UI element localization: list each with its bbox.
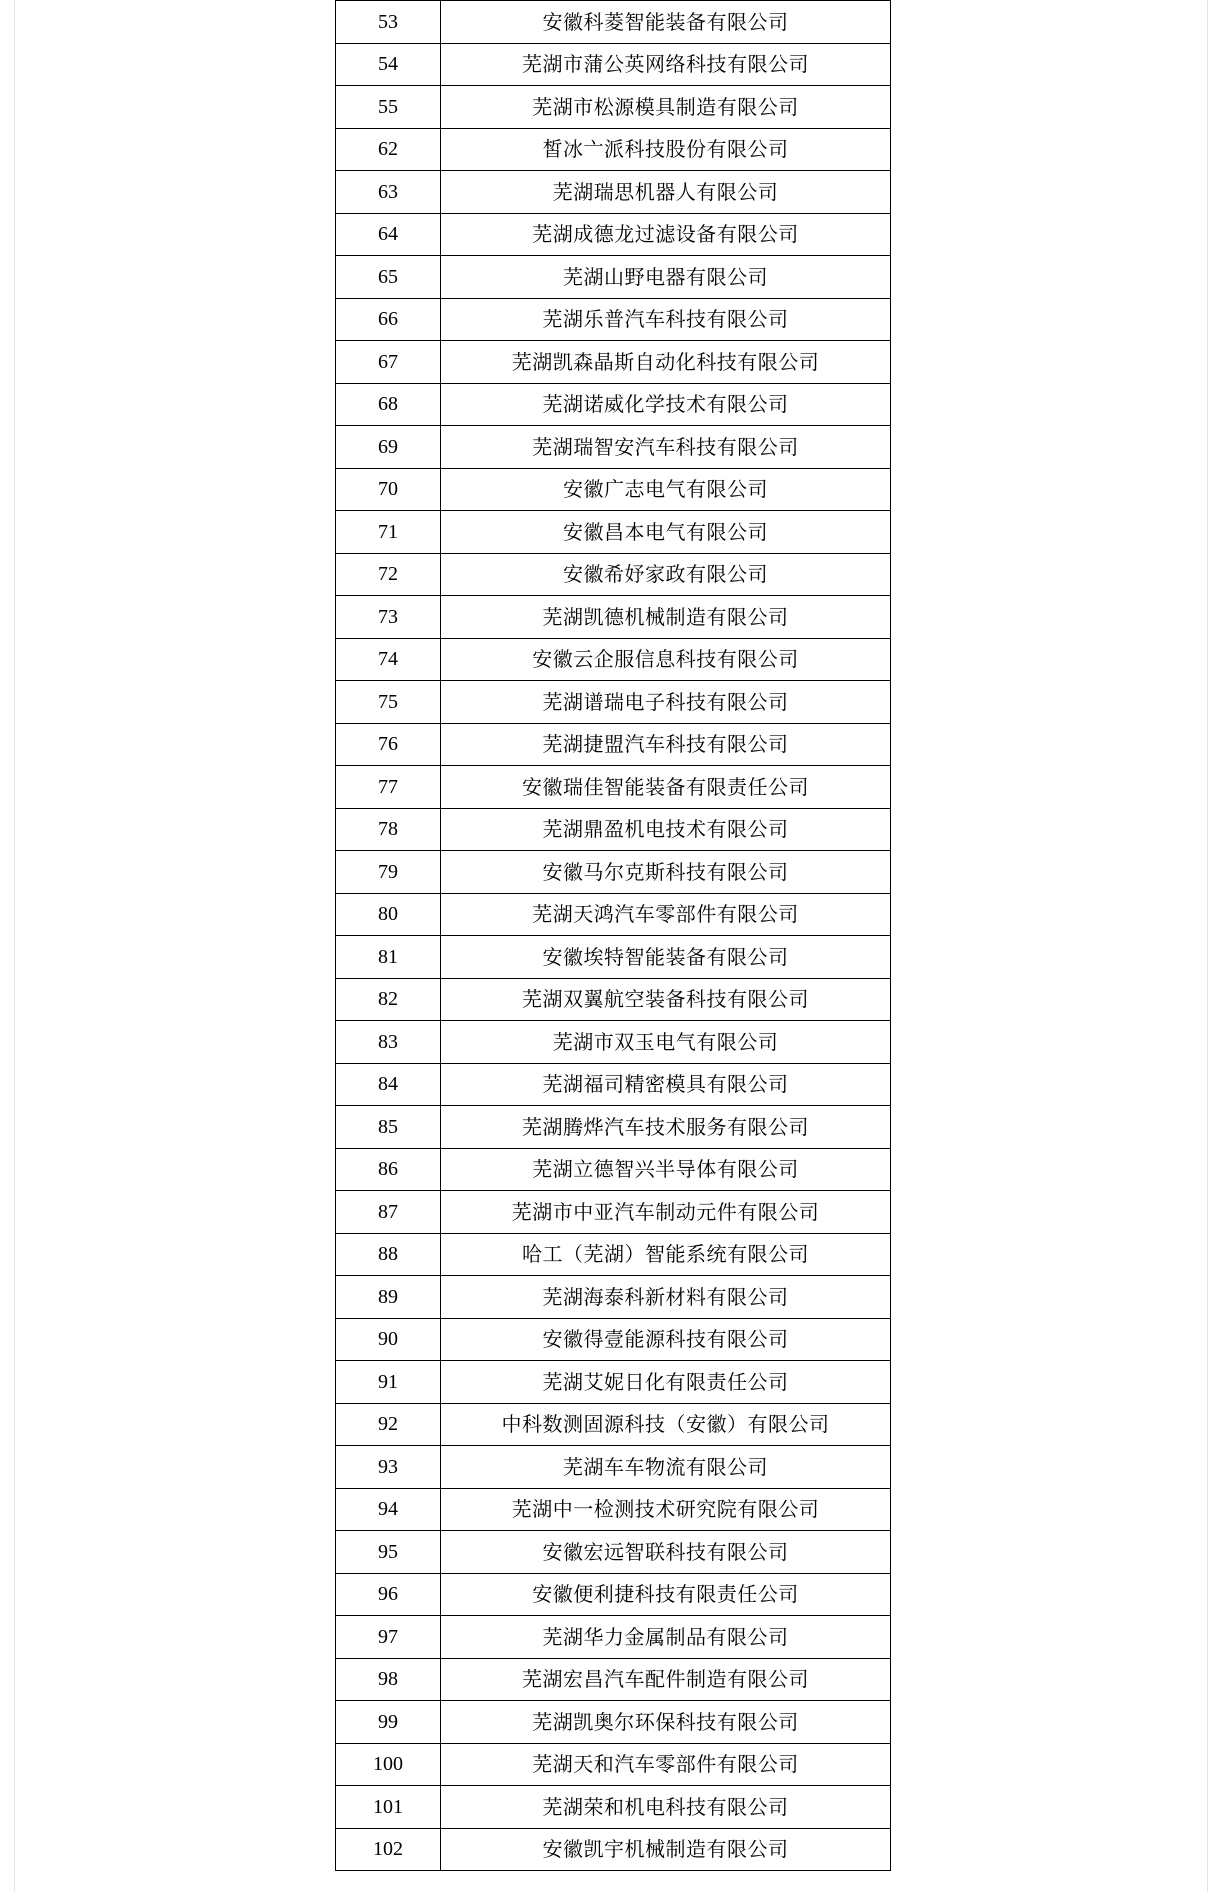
table-row (336, 1488, 891, 1531)
table-row (336, 1828, 891, 1871)
table-row (336, 1531, 891, 1574)
row-number-cell: 97 (336, 1616, 441, 1659)
company-name-cell: 芜湖捷盟汽车科技有限公司 (441, 723, 891, 766)
row-number-cell: 94 (336, 1488, 441, 1531)
table-row (336, 1701, 891, 1744)
table-row (336, 1616, 891, 1659)
table-row (336, 1786, 891, 1829)
table-row (336, 978, 891, 1021)
company-name-cell: 安徽广志电气有限公司 (441, 468, 891, 511)
company-name-cell: 芜湖凯森晶斯自动化科技有限公司 (441, 341, 891, 384)
company-name-cell: 芜湖中一检测技术研究院有限公司 (441, 1488, 891, 1531)
table-row (336, 893, 891, 936)
table-row (336, 426, 891, 469)
table-row (336, 596, 891, 639)
table-row (336, 1063, 891, 1106)
table-row (336, 1106, 891, 1149)
table-row (336, 1573, 891, 1616)
company-name-cell: 芜湖凯德机械制造有限公司 (441, 596, 891, 639)
row-number-cell: 64 (336, 213, 441, 256)
row-number-cell: 55 (336, 86, 441, 129)
company-name-cell: 芜湖市蒲公英网络科技有限公司 (441, 43, 891, 86)
table-row (336, 553, 891, 596)
table-row (336, 298, 891, 341)
company-name-cell: 芜湖海泰科新材料有限公司 (441, 1276, 891, 1319)
company-name-cell: 芜湖华力金属制品有限公司 (441, 1616, 891, 1659)
row-number-cell: 82 (336, 978, 441, 1021)
row-number-cell: 92 (336, 1403, 441, 1446)
row-number-cell: 89 (336, 1276, 441, 1319)
table-row (336, 171, 891, 214)
table-row (336, 468, 891, 511)
company-name-cell: 芜湖市双玉电气有限公司 (441, 1021, 891, 1064)
company-name-cell: 芜湖成德龙过滤设备有限公司 (441, 213, 891, 256)
company-name-cell: 皙冰亠派科技股份有限公司 (441, 128, 891, 171)
row-number-cell: 81 (336, 936, 441, 979)
row-number-cell: 73 (336, 596, 441, 639)
table-row (336, 1, 891, 44)
company-name-cell: 芜湖天和汽车零部件有限公司 (441, 1743, 891, 1786)
row-number-cell: 83 (336, 1021, 441, 1064)
table-row (336, 808, 891, 851)
row-number-cell: 90 (336, 1318, 441, 1361)
row-number-cell: 85 (336, 1106, 441, 1149)
row-number-cell: 76 (336, 723, 441, 766)
company-name-cell: 芜湖诺威化学技术有限公司 (441, 383, 891, 426)
company-name-cell: 安徽马尔克斯科技有限公司 (441, 851, 891, 894)
company-name-cell: 安徽昌本电气有限公司 (441, 511, 891, 554)
table-row (336, 1446, 891, 1489)
row-number-cell: 98 (336, 1658, 441, 1701)
company-name-cell: 芜湖车车物流有限公司 (441, 1446, 891, 1489)
row-number-cell: 80 (336, 893, 441, 936)
row-number-cell: 63 (336, 171, 441, 214)
company-name-cell: 安徽得壹能源科技有限公司 (441, 1318, 891, 1361)
company-name-cell: 芜湖宏昌汽车配件制造有限公司 (441, 1658, 891, 1701)
company-name-cell: 中科数测固源科技（安徽）有限公司 (441, 1403, 891, 1446)
row-number-cell: 88 (336, 1233, 441, 1276)
table-row (336, 723, 891, 766)
row-number-cell: 69 (336, 426, 441, 469)
company-name-cell: 芜湖鼎盈机电技术有限公司 (441, 808, 891, 851)
company-name-cell: 芜湖立德智兴半导体有限公司 (441, 1148, 891, 1191)
table-row (336, 341, 891, 384)
row-number-cell: 86 (336, 1148, 441, 1191)
company-name-cell: 芜湖天鸿汽车零部件有限公司 (441, 893, 891, 936)
company-name-cell: 哈工（芜湖）智能系统有限公司 (441, 1233, 891, 1276)
row-number-cell: 101 (336, 1786, 441, 1829)
table-row (336, 766, 891, 809)
company-name-cell: 安徽希妤家政有限公司 (441, 553, 891, 596)
company-name-cell: 安徽凯宇机械制造有限公司 (441, 1828, 891, 1871)
row-number-cell: 74 (336, 638, 441, 681)
row-number-cell: 100 (336, 1743, 441, 1786)
company-name-cell: 安徽埃特智能装备有限公司 (441, 936, 891, 979)
company-name-cell: 芜湖荣和机电科技有限公司 (441, 1786, 891, 1829)
row-number-cell: 99 (336, 1701, 441, 1744)
row-number-cell: 78 (336, 808, 441, 851)
row-number-cell: 102 (336, 1828, 441, 1871)
company-name-cell: 芜湖凯奥尔环保科技有限公司 (441, 1701, 891, 1744)
table-row (336, 1403, 891, 1446)
company-name-cell: 芜湖市松源模具制造有限公司 (441, 86, 891, 129)
company-name-cell: 芜湖瑞思机器人有限公司 (441, 171, 891, 214)
row-number-cell: 66 (336, 298, 441, 341)
company-name-cell: 芜湖乐普汽车科技有限公司 (441, 298, 891, 341)
table-row (336, 1191, 891, 1234)
row-number-cell: 67 (336, 341, 441, 384)
company-name-cell: 芜湖福司精密模具有限公司 (441, 1063, 891, 1106)
row-number-cell: 77 (336, 766, 441, 809)
company-name-cell: 芜湖山野电器有限公司 (441, 256, 891, 299)
company-name-cell: 安徽瑞佳智能装备有限责任公司 (441, 766, 891, 809)
company-name-cell: 安徽科菱智能装备有限公司 (441, 1, 891, 44)
company-name-cell: 芜湖艾妮日化有限责任公司 (441, 1361, 891, 1404)
company-name-cell: 安徽便利捷科技有限责任公司 (441, 1573, 891, 1616)
row-number-cell: 53 (336, 1, 441, 44)
table-row (336, 213, 891, 256)
table-row (336, 1658, 891, 1701)
company-name-cell: 安徽云企服信息科技有限公司 (441, 638, 891, 681)
row-number-cell: 62 (336, 128, 441, 171)
row-number-cell: 54 (336, 43, 441, 86)
table-row (336, 1148, 891, 1191)
row-number-cell: 72 (336, 553, 441, 596)
row-number-cell: 65 (336, 256, 441, 299)
company-name-cell: 芜湖瑞智安汽车科技有限公司 (441, 426, 891, 469)
table-row (336, 43, 891, 86)
row-number-cell: 84 (336, 1063, 441, 1106)
table-row (336, 936, 891, 979)
company-name-cell: 安徽宏远智联科技有限公司 (441, 1531, 891, 1574)
row-number-cell: 68 (336, 383, 441, 426)
table-row (336, 638, 891, 681)
table-row (336, 86, 891, 129)
company-list-table (335, 0, 891, 1871)
company-name-cell: 芜湖双翼航空装备科技有限公司 (441, 978, 891, 1021)
table-row (336, 851, 891, 894)
row-number-cell: 96 (336, 1573, 441, 1616)
table-row (336, 128, 891, 171)
table-row (336, 1276, 891, 1319)
table-row (336, 511, 891, 554)
table-row (336, 1318, 891, 1361)
table-row (336, 383, 891, 426)
table-row (336, 256, 891, 299)
table-row (336, 1743, 891, 1786)
table-row (336, 1021, 891, 1064)
row-number-cell: 79 (336, 851, 441, 894)
row-number-cell: 75 (336, 681, 441, 724)
row-number-cell: 71 (336, 511, 441, 554)
row-number-cell: 91 (336, 1361, 441, 1404)
row-number-cell: 87 (336, 1191, 441, 1234)
table-row (336, 1361, 891, 1404)
company-name-cell: 芜湖谱瑞电子科技有限公司 (441, 681, 891, 724)
company-name-cell: 芜湖市中亚汽车制动元件有限公司 (441, 1191, 891, 1234)
row-number-cell: 70 (336, 468, 441, 511)
table-row (336, 1233, 891, 1276)
company-name-cell: 芜湖腾烨汽车技术服务有限公司 (441, 1106, 891, 1149)
row-number-cell: 95 (336, 1531, 441, 1574)
row-number-cell: 93 (336, 1446, 441, 1489)
table-row (336, 681, 891, 724)
table-body (336, 1, 891, 1871)
